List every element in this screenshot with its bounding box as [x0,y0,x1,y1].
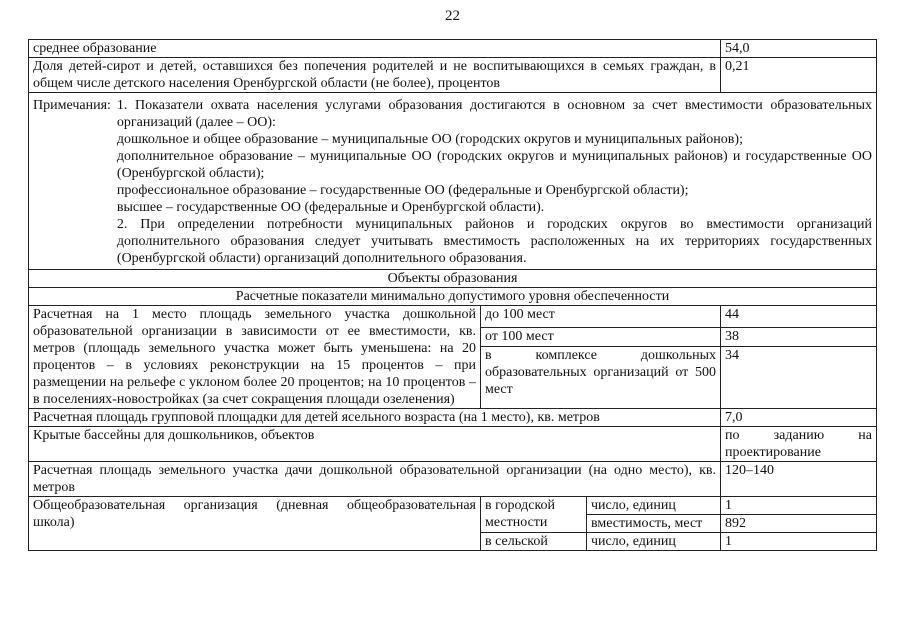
school-label: Общеобразовательная организация (дневная общеобразовательная школа) [29,497,481,551]
row-label: Расчетная площадь групповой площадки для детей ясельного возраста (на 1 место), кв. метров [29,409,721,427]
row-label: среднее образование [29,40,721,58]
note-item: профессиональное образование – государственные ОО (федеральные и Оренбургской области); [116,183,689,198]
note-item: дополнительное образование – муниципальные ОО (городских округов и муниципальных районов) и государственные ОО (Оренбургской области); [116,149,872,181]
school-rural-count-value: 1 [721,533,877,551]
note-item: 1. Показатели охвата населения услугами образования достигаются в основном за счет вместимости образовательных организаций (далее – ОО): [116,98,872,130]
land-area-condition: от 100 мест [481,327,721,346]
table-row [29,58,877,93]
notes-label: Примечания: [33,98,111,113]
notes-cell [29,93,877,270]
row-value: по заданию на проектирование [721,427,877,462]
table-row [29,462,877,497]
education-standards-table [28,39,877,551]
school-urban-count-label: число, единиц [587,497,721,515]
note-item: 2. При определении потребности муниципальных районов и городских округов во вместимости организаций дополнительного образования следует учитывать вместимость расположенных на их территориях государственных (Оренбургской области) организаций дополнительного образования. [116,217,872,266]
table-row [29,306,877,328]
subsection-header-row [29,288,877,306]
row-label: Крытые бассейны для дошкольников, объектов [29,427,721,462]
land-area-value: 38 [721,327,877,346]
section-header-row [29,270,877,288]
land-area-condition: в комплексе дошкольных образовательных организаций от 500 мест [481,346,721,408]
school-urban-area: в городской местности [481,497,587,533]
school-urban-count-value: 1 [721,497,877,515]
row-value: 120–140 [721,462,877,497]
land-area-label: Расчетная на 1 место площадь земельного участка дошкольной образовательной организации в зависимости от ее вместимости, кв. метров (площадь земельного участка может быть уменьшена: на 20 процентов – в условиях реконструкции на 15 процентов – при размещении на рельефе с уклоном более 20 процентов; на 10 процентов – в поселениях-новостройках (за счет сокращения площади озеленения) [29,306,481,409]
row-value: 54,0 [721,40,877,58]
school-rural-area: в сельской [481,533,587,551]
table-row [29,427,877,462]
notes-body [117,97,872,267]
row-value: 0,21 [721,58,877,93]
row-label: Доля детей-сирот и детей, оставшихся без попечения родителей и не воспитывающихся в семьях граждан, в общем числе детского населения Оренбургской области (не более), процентов [29,58,721,93]
table-row [29,409,877,427]
school-rural-count-label: число, единиц [587,533,721,551]
page-number: 22 [445,8,460,24]
land-area-value: 34 [721,346,877,408]
section-title: Объекты образования [29,270,877,288]
subsection-title: Расчетные показатели минимально допустимого уровня обеспеченности [29,288,877,306]
land-area-value: 44 [721,306,877,328]
row-value: 7,0 [721,409,877,427]
row-label: Расчетная площадь земельного участка дачи дошкольной образовательной организации (на одно место), кв. метров [29,462,721,497]
school-urban-capacity-label: вместимость, мест [587,515,721,533]
notes-row [29,93,877,270]
table-row [29,497,877,515]
land-area-condition: до 100 мест [481,306,721,328]
note-item: высшее – государственные ОО (федеральные и Оренбургской области). [116,200,545,215]
school-urban-capacity-value: 892 [721,515,877,533]
table-row [29,40,877,58]
note-item: дошкольное и общее образование – муниципальные ОО (городских округов и муниципальных районов); [116,132,743,147]
